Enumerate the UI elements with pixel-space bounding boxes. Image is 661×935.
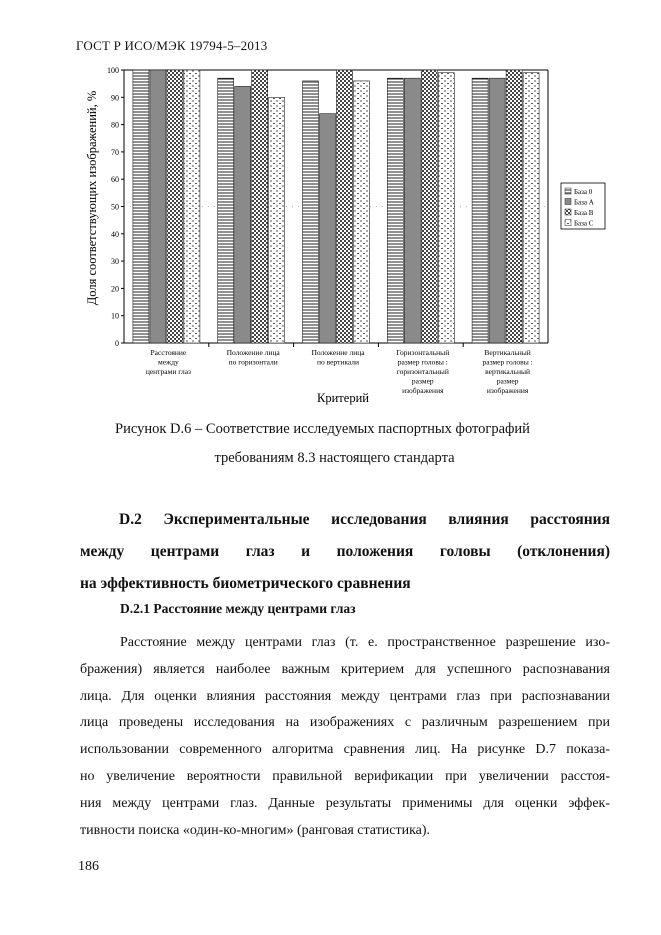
y-tick-label: 80 bbox=[111, 120, 119, 130]
section-heading-line-3: на эффективность биометрического сравнения bbox=[80, 575, 411, 592]
y-tick-label: 40 bbox=[111, 229, 119, 239]
paragraph-line: ния между центрами глаз. Данные результаты применимы для оценки эффек- bbox=[80, 795, 610, 811]
x-category-label-line: изображения bbox=[486, 386, 529, 395]
y-tick-label: 30 bbox=[111, 257, 119, 267]
bar bbox=[421, 70, 437, 343]
bar bbox=[523, 73, 539, 343]
x-category-label bbox=[482, 348, 532, 395]
bar bbox=[438, 73, 454, 343]
x-category-label-line: Вертикальный bbox=[484, 348, 531, 357]
paragraph-line: но увеличение вероятности правильной верификации при увеличении расстоя- bbox=[80, 768, 610, 784]
x-category-label-line: между bbox=[157, 357, 179, 367]
legend-label: База C bbox=[574, 219, 594, 228]
legend-swatch bbox=[565, 188, 571, 194]
page-number: 186 bbox=[78, 859, 99, 874]
x-category-label-line: по вертикали bbox=[316, 357, 360, 367]
bar bbox=[252, 70, 268, 343]
figure-caption-line-1: Рисунок D.6 – Соответствие исследуемых паспортных фотографий bbox=[115, 421, 530, 437]
paragraph-line: лица проведены исследования на изображениях с различным разрешением при bbox=[80, 715, 610, 731]
bar bbox=[489, 78, 505, 343]
x-category-label-line: по горизонтали bbox=[228, 357, 278, 367]
bar bbox=[218, 78, 234, 343]
section-heading-line-1: D.2 Экспериментальные исследования влияния расстояния bbox=[119, 511, 610, 528]
legend-swatch bbox=[565, 209, 571, 215]
legend-swatch bbox=[565, 199, 571, 205]
bar bbox=[184, 70, 200, 343]
x-category-label-line: размер головы : bbox=[397, 357, 448, 367]
x-category-label-line: размер bbox=[411, 376, 434, 386]
y-tick-label: 10 bbox=[111, 311, 119, 321]
x-category-label bbox=[311, 348, 365, 367]
x-category-label-line: центрами глаз bbox=[145, 367, 191, 376]
legend-swatch bbox=[565, 220, 571, 226]
bar bbox=[167, 70, 183, 343]
x-category-label bbox=[227, 348, 281, 367]
bar bbox=[354, 81, 370, 343]
x-category-label-line: размер головы : bbox=[482, 357, 533, 367]
subsection-heading: D.2.1 Расстояние между центрами глаз bbox=[120, 601, 356, 616]
bar bbox=[150, 70, 166, 343]
legend-label: База A bbox=[574, 198, 594, 207]
paragraph-line: тивности поиска «один-ко-многим» (ранговая статистика). bbox=[80, 822, 431, 838]
paragraph-line: бражения) является наиболее важным критерием для успешного распознавания bbox=[80, 661, 610, 677]
y-tick-label: 100 bbox=[107, 66, 119, 75]
section-heading-line-2: между центрами глаз и положения головы (отклонения) bbox=[80, 543, 610, 560]
bar bbox=[337, 70, 353, 343]
x-category-label bbox=[396, 348, 449, 395]
paragraph-line: лица. Для оценки влияния расстояния между центрами глаз при распознавании bbox=[80, 688, 610, 704]
x-category-label-line: Положение лица bbox=[226, 348, 280, 357]
bar bbox=[133, 70, 149, 343]
chart-x-axis-label: Критерий bbox=[317, 391, 369, 405]
bar bbox=[320, 114, 336, 343]
y-tick-label: 0 bbox=[115, 339, 119, 348]
chart-legend bbox=[561, 183, 605, 229]
bar bbox=[506, 70, 522, 343]
bar bbox=[303, 81, 319, 343]
x-category-label-line: Горизонтальный bbox=[396, 348, 450, 357]
bar bbox=[472, 78, 488, 343]
x-category-label-line: размер bbox=[496, 376, 519, 386]
document-header: ГОСТ Р ИСО/МЭК 19794-5–2013 bbox=[76, 38, 268, 53]
y-tick-label: 50 bbox=[111, 202, 119, 212]
x-category-label-line: вертикальный bbox=[485, 367, 531, 376]
y-tick-label: 90 bbox=[111, 93, 119, 103]
bar bbox=[404, 78, 420, 343]
x-category-label bbox=[146, 348, 191, 376]
paragraph-line: использовании современного алгоритма сравнения лиц. На рисунке D.7 показа- bbox=[80, 742, 610, 758]
bar bbox=[235, 86, 251, 343]
x-category-label-line: горизонтальный bbox=[396, 367, 449, 376]
chart-category-labels bbox=[146, 348, 533, 395]
bar bbox=[269, 97, 285, 343]
x-category-label-line: Расстояние bbox=[150, 348, 187, 357]
y-tick-label: 70 bbox=[111, 147, 119, 157]
paragraph-line: Расстояние между центрами глаз (т. е. пространственное разрешение изо- bbox=[120, 635, 610, 650]
y-tick-label: 20 bbox=[111, 284, 119, 294]
figure-caption-line-2: требованиям 8.3 настоящего стандарта bbox=[214, 450, 455, 466]
figure-chart bbox=[0, 0, 661, 410]
body-paragraph bbox=[80, 630, 610, 844]
bar bbox=[387, 78, 403, 343]
chart-y-axis-label: Доля соответствующих изображений, % bbox=[85, 90, 99, 306]
legend-label: База B bbox=[574, 209, 594, 217]
chart-bars bbox=[133, 70, 539, 343]
x-category-label-line: изображения bbox=[402, 386, 444, 395]
y-tick-label: 60 bbox=[111, 175, 119, 185]
x-category-label-line: Положение лица bbox=[311, 348, 365, 357]
legend-label: База 0 bbox=[574, 188, 593, 196]
